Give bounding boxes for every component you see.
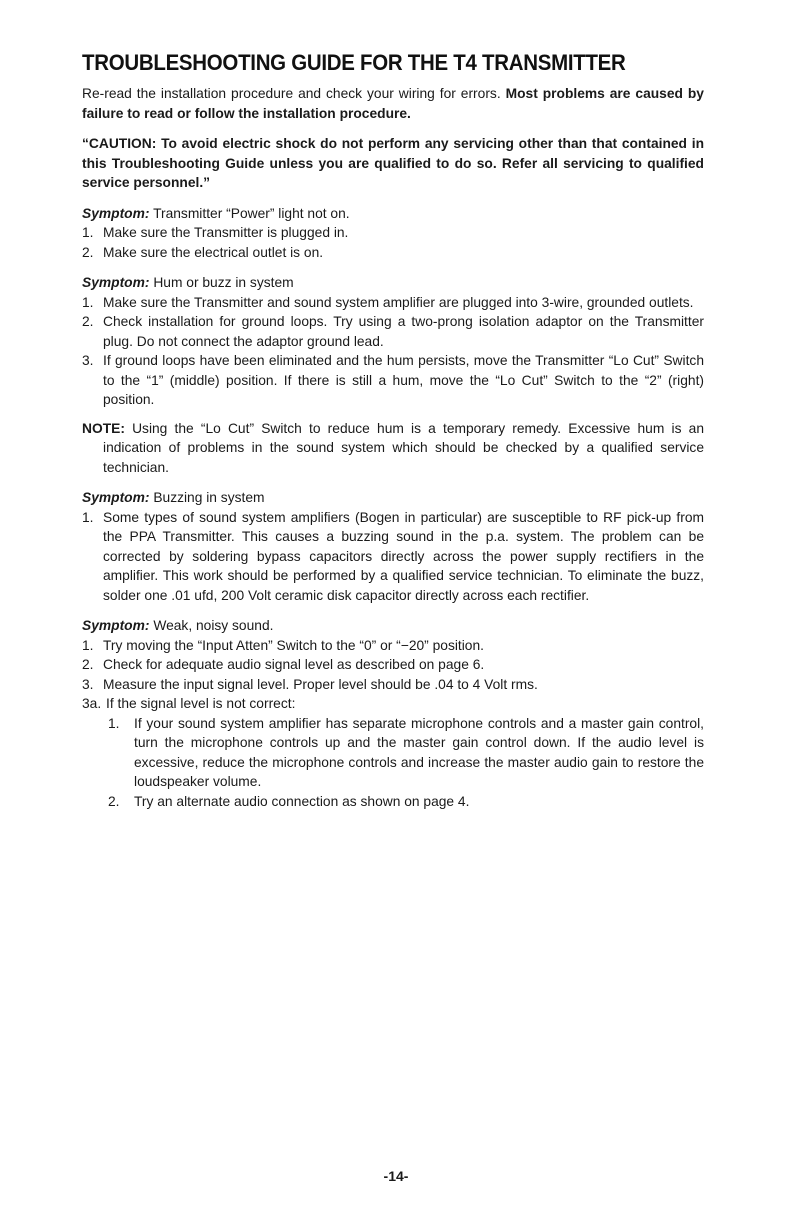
item-number: 1. [82, 637, 94, 653]
symptom-label: Symptom: [82, 618, 150, 633]
symptom-heading [82, 204, 704, 224]
list-item [82, 636, 704, 656]
item-number: 3. [82, 676, 94, 692]
list-item [82, 351, 704, 410]
item-number: 2. [82, 314, 94, 329]
item-number: 1. [82, 509, 94, 525]
symptom-label: Symptom: [82, 205, 150, 221]
item-number: 1. [108, 715, 120, 731]
item-text: If your sound system amplifier has separate microphone controls and a master gain control, turn the microphone controls up and the master gain control down. If the audio level is excessive, reduce the microphone controls and increase the master audio gain to restore the loudspeaker volume. [134, 715, 704, 789]
item-number: 3a. [82, 696, 102, 711]
symptom-text: Transmitter “Power” light not on. [153, 205, 350, 221]
list-item [82, 312, 704, 351]
item-number: 1. [82, 225, 94, 240]
symptom-label: Symptom: [82, 275, 150, 290]
note-paragraph [82, 419, 704, 478]
item-text: Try an alternate audio connection as shown on page 4. [134, 793, 470, 809]
item-text: Make sure the electrical outlet is on. [103, 244, 324, 260]
list-item [82, 223, 704, 243]
intro-paragraph [82, 84, 704, 123]
symptom-heading [82, 616, 704, 636]
sub-list-item [82, 792, 704, 812]
list-item [82, 508, 704, 606]
item-text: Measure the input signal level. Proper level should be .04 to 4 Volt rms. [103, 676, 538, 692]
item-text: Some types of sound system amplifiers (Bogen in particular) are susceptible to RF pick-up from the PPA Transmitter. This causes a buzzing sound in the p.a. system. The problem can be corrected by soldering bypass capacitors directly across the power supply rectifiers in the amplifier. This work should be performed by a qualified service technician. To eliminate the buzz, solder one .01 ufd, 200 Volt ceramic disk capacitor directly across each rectifier. [103, 509, 704, 603]
item-number: 2. [108, 793, 120, 809]
symptom-text: Hum or buzz in system [153, 275, 294, 290]
list-item [82, 655, 704, 675]
list-item [82, 694, 704, 714]
item-number: 2. [82, 657, 94, 672]
symptom-text: Buzzing in system [153, 490, 265, 505]
symptom-text: Weak, noisy sound. [153, 618, 274, 633]
list-item [82, 675, 704, 695]
item-text: Check installation for ground loops. Try using a two-prong isolation adaptor on the Transmitter plug. Do not connect the adaptor ground lead. [103, 314, 704, 349]
intro-emphasis: Most problems are caused by failure to read or follow the installation procedure. [82, 86, 704, 121]
item-text: If ground loops have been eliminated and the hum persists, move the Transmitter “Lo Cut” Switch to the “1” (middle) position. If there is still a hum, move the “Lo Cut” Switch to the “2” (right) position. [103, 353, 704, 407]
symptom-heading [82, 488, 704, 508]
item-number: 2. [82, 244, 94, 260]
page-title: TROUBLESHOOTING GUIDE FOR THE T4 TRANSMITTER [82, 50, 626, 75]
intro-text: Re-read the installation procedure and check your wiring for errors. [82, 86, 506, 101]
symptom-label: Symptom: [82, 490, 150, 505]
caution-paragraph: “CAUTION: To avoid electric shock do not perform any servicing other than that contained in this Troubleshooting Guide unless you are qualified to do so. Refer all servicing to qualified service personnel.” [82, 136, 704, 190]
item-text: Check for adequate audio signal level as described on page 6. [103, 657, 485, 672]
note-text: Using the “Lo Cut” Switch to reduce hum is a temporary remedy. Excessive hum is an indication of problems in the sound system which should be checked by a qualified service technician. [103, 420, 704, 475]
item-text: Make sure the Transmitter is plugged in. [103, 225, 349, 240]
item-number: 3. [82, 353, 94, 368]
list-item [82, 243, 704, 263]
symptom-heading [82, 273, 704, 293]
item-number: 1. [82, 294, 94, 310]
item-text: If the signal level is not correct: [106, 696, 296, 711]
item-text: Make sure the Transmitter and sound system amplifier are plugged into 3-wire, grounded outlets. [103, 294, 694, 310]
page-number: -14- [383, 1168, 409, 1184]
sub-list-item [82, 714, 704, 792]
item-text: Try moving the “Input Atten” Switch to the “0” or “−20” position. [103, 637, 484, 653]
note-label: NOTE: [82, 420, 125, 436]
list-item [82, 293, 704, 313]
